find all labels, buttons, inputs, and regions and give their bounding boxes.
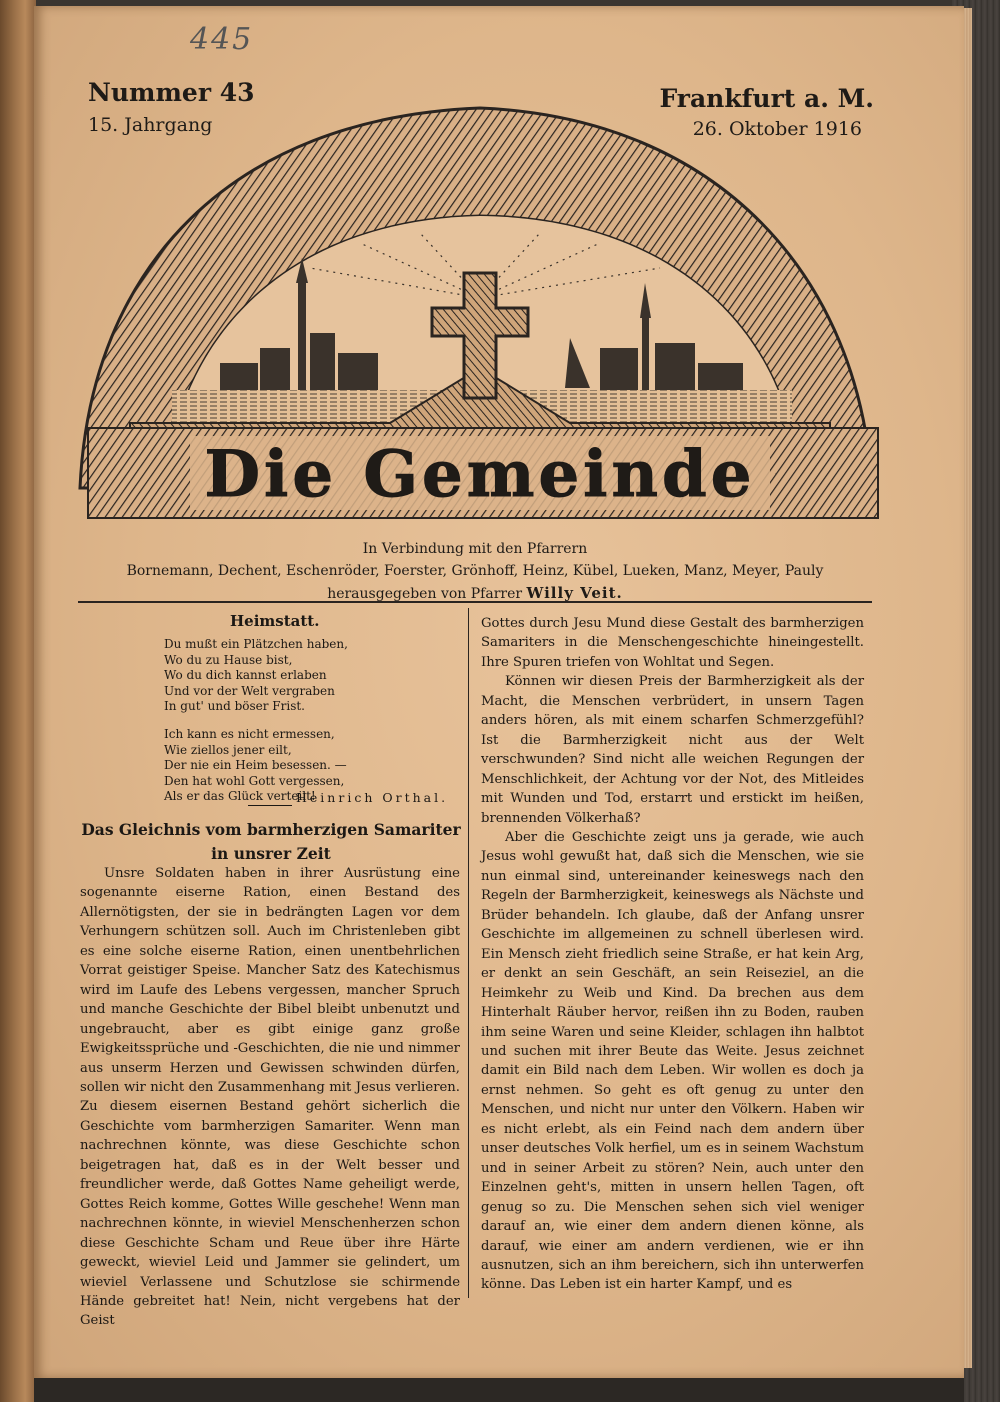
masthead-title: Die Gemeinde — [204, 437, 756, 512]
article-paragraph: Unsre Soldaten haben in ihrer Ausrüstung eine sogenannte eiserne Ration, einen Bestand des Allernötigsten, der sie in bedrängten Lagen vor dem Verhungern schützen soll. Auch im Christenleben gibt es eine solche eiserne Ration, einen unentbehrlichen Vorrat geistiger Speise. Mancher Satz des Katechismus wird im Laufe des Lebens vergessen, mancher Spruch und manche Geschichte der Bibel bleibt unbenutzt und ungebraucht, aber es gibt einige ganz große Ewigkeitssprüche und -Geschichten, die nie und nimmer aus unserm Herzen und Gewissen schwinden dürfen, sollen wir nicht den Zusammenhang mit Jesus verlieren. Zu diesem eisernen Bestand gehört sicherlich die Geschichte vom barmherzigen Samariter. Wenn man nachrechnen könnte, was diese Geschichte schon beigetragen hat, daß es in der Welt besser und freundlicher werde, daß Gottes Name geheiligt werde, Gottes Reich komme, Gottes Wille geschehe! Wenn man nachrechnen könnte, in wieviel Menschenherzen schon diese Geschichte Scham und Reue über ihre Härte geweckt, wieviel Leid und Jammer sie gelindert, um wieviel Verlassene und Schutzlose sie schirmende Hände gebreitet hat! Nein, nicht vergebens hat der Geist — [80, 866, 460, 1329]
issue-date: 26. Oktober 1916 — [692, 118, 862, 140]
signature-dash — [248, 805, 292, 806]
article-title — [80, 818, 462, 866]
right-column — [481, 614, 864, 1295]
bottom-shadow — [34, 1378, 964, 1402]
book-binding — [0, 0, 36, 1402]
credits-line2: Bornemann, Dechent, Eschenröder, Foerster, Grönhoff, Heinz, Kübel, Lueken, Manz, Meyer, Pauly — [126, 563, 824, 579]
left-column — [80, 864, 460, 1331]
column-rule — [468, 608, 469, 1298]
article-title-line2: in unsrer Zeit — [211, 844, 331, 863]
volume-year: 15. Jahrgang — [88, 114, 213, 136]
credits-prefix: herausgegeben von Pfarrer — [327, 586, 523, 602]
place: Frankfurt a. M. — [659, 84, 874, 113]
poem-line: Wo du zu Hause bist, — [164, 652, 293, 667]
poem-author: Heinrich Orthal. — [296, 790, 449, 805]
article-paragraph: Aber die Geschichte zeigt uns ja gerade, wie auch Jesus wohl gewußt hat, daß sich die Menschen, wie sie nun einmal sind, untereinander keineswegs nach den Regeln der Barmherzigkeit, keineswegs als Nächste und Brüder behandeln. Ich glaube, daß der Anfang unsrer Geschichte im allgemeinen zu schnell überlesen wird. Ein Mensch zieht friedlich seine Straße, er hat kein Arg, er denkt an sein Geschäft, an sein Reiseziel, an die Heimkehr zu Weib und Kind. Da brechen aus dem Hinterhalt Räuber hervor, reißen ihn zu Boden, rauben ihm seine Waren und seine Kleider, schlagen ihn halbtot und suchen mit ihrer Beute das Weite. Jesus zeichnet damit ein Bild nach dem Leben. Wir wollen es doch ja ernst nehmen. So geht es oft genug zu unter den Menschen, und nicht nur unter den Völkern. Haben wir es nicht erlebt, als ein Feind nach dem andern über unser deutsches Volk herfiel, um es in seinem Wachstum und in seiner Arbeit zu stören? Nein, auch unter den Einzelnen geht's, mitten in unsern hellen Tagen, oft genug so zu. Die Menschen sehen sich viel weniger darauf an, wie einer dem andern dienen könne, als darauf, wie einer am andern verdienen, wie er ihn ausnutzen, sich an ihm bereichern, sich ihn unterwerfen könne. Das Leben ist ein harter Kampf, und es — [481, 829, 864, 1293]
article-paragraph: Gottes durch Jesu Mund diese Gestalt des barmherzigen Samariters in die Menschengeschichte hineingestellt. Ihre Spuren triefen von Wohltat und Segen. — [481, 616, 864, 670]
masthead-illustration — [60, 68, 890, 538]
poem-line: Und vor der Welt vergraben — [164, 683, 335, 698]
poem-line: Wie ziellos jener eilt, — [164, 742, 292, 757]
poem-line: Der nie ein Heim besessen. — — [164, 758, 347, 773]
poem-line: Den hat wohl Gott vergessen, — [164, 773, 345, 788]
credits-line1: In Verbindung mit den Pfarrern — [362, 541, 588, 557]
article-title-line1: Das Gleichnis vom barmherzigen Samariter — [81, 820, 461, 839]
article-paragraph: Können wir diesen Preis der Barmherzigkeit als der Macht, die Menschen verbrüdert, in unsern Tagen anders hören, als mit einem scharfen Schmerzgefühl? Ist die Barmherzigkeit nicht aus der Welt verschwunden? Sind nicht alle weichen Regungen der Menschlichkeit, der Achtung vor der Not, des Mitleides mit Wunden und Tod, erstarrt und erstickt im heißen, brennenden Völkerhaß? — [481, 674, 864, 826]
poem-line: Wo du dich kannst erlaben — [164, 668, 327, 683]
poem-line: Du mußt ein Plätzchen haben, — [164, 637, 348, 651]
issue-number: Nummer 43 — [88, 78, 255, 107]
header-rule — [78, 601, 872, 603]
poem-title: Heimstatt. — [230, 612, 320, 630]
handwritten-number: 445 — [190, 22, 254, 57]
credits-block — [80, 538, 870, 605]
poem-body — [164, 637, 348, 805]
poem-line: Als er das Glück verteilt! — [164, 789, 316, 804]
poem-line: Ich kann es nicht ermessen, — [164, 726, 335, 741]
editor-name: Willy Veit. — [526, 584, 623, 602]
poem-line: In gut' und böser Frist. — [164, 699, 305, 714]
